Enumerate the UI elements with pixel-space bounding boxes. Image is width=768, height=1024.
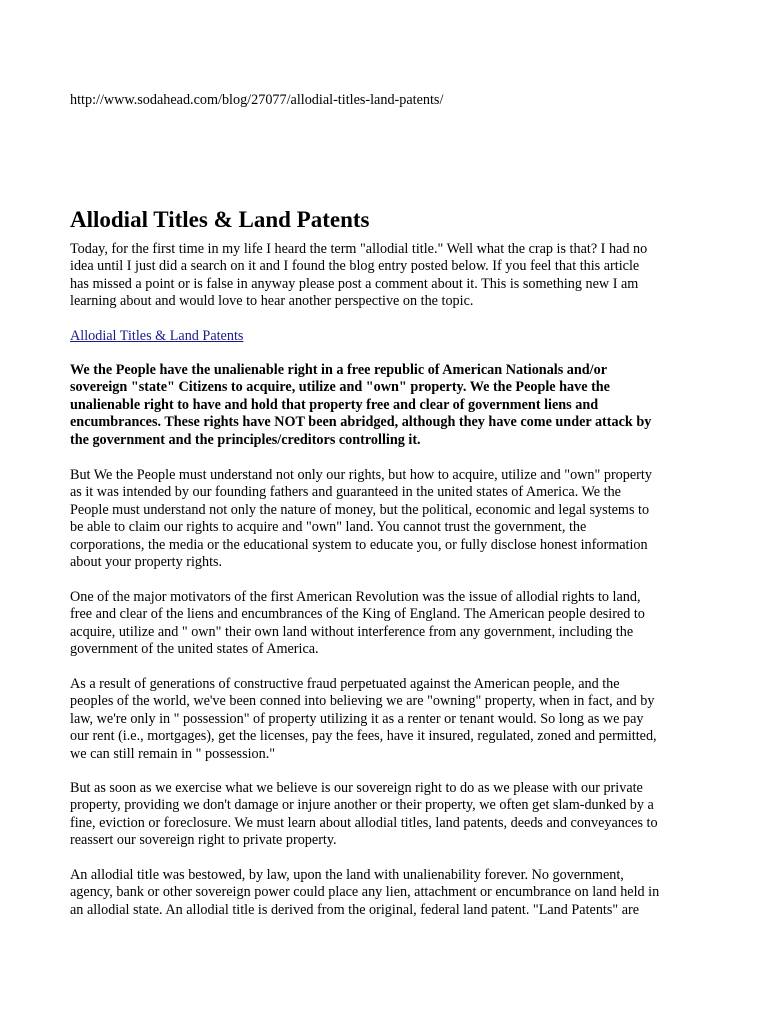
body-paragraph	[70, 467, 652, 571]
paragraph-line: about your property rights.	[70, 554, 223, 571]
paragraph-line: As a result of generations of constructive fraud perpetuated against the American people, and the	[70, 676, 620, 692]
paragraph-line: peoples of the world, we've been conned into believing we are "owning" property, when in fact, and by	[70, 693, 655, 710]
paragraph-line: property, providing we don't damage or injure another or their property, we often get slam-dunked by a	[70, 797, 654, 814]
paragraph-line: We the People have the unalienable right in a free republic of American Nationals and/or	[70, 362, 608, 378]
paragraph-line: unalienable right to have and hold that property free and clear of government liens and	[70, 396, 599, 413]
paragraph-line: encumbrances. These rights have NOT been abridged, although they have come under attack by	[70, 414, 652, 431]
paragraph-line: our rent (i.e., mortgages), get the licenses, pay the fees, have it insured, regulated, zoned and permitted,	[70, 728, 657, 745]
body-paragraph	[70, 867, 659, 919]
article-link[interactable]: Allodial Titles & Land Patents	[70, 328, 244, 344]
paragraph-line: An allodial title was bestowed, by law, upon the land with unalienability forever. No government,	[70, 867, 624, 883]
paragraph-line: agency, bank or other sovereign power could place any lien, attachment or encumbrance on land held in	[70, 884, 660, 901]
paragraph-line: fine, eviction or foreclosure. We must learn about allodial titles, land patents, deeds and conveyances to	[70, 814, 658, 831]
body-paragraph	[70, 676, 657, 763]
paragraph-line: has missed a point or is false in anyway please post a comment about it. This is something new I am	[70, 275, 639, 292]
paragraph-line: as it was intended by our founding fathers and guaranteed in the united states of America. We the	[70, 484, 621, 501]
paragraph-line: sovereign "state" Citizens to acquire, utilize and "own" property. We the People have the	[70, 379, 610, 396]
paragraph-line: acquire, utilize and " own" their own land without interference from any government, including the	[70, 623, 634, 640]
paragraph-line: government of the united states of America.	[70, 641, 319, 658]
paragraph-line: idea until I just did a search on it and I found the blog entry posted below. If you feel that this article	[70, 258, 640, 275]
paragraph-line: But as soon as we exercise what we believe is our sovereign right to do as we please with our private	[70, 780, 643, 796]
paragraph-line: One of the major motivators of the first American Revolution was the issue of allodial rights to land,	[70, 589, 641, 605]
intro-paragraph	[70, 241, 647, 311]
body-paragraph	[70, 780, 658, 850]
bold-paragraph	[70, 362, 651, 449]
paragraph-line: an allodial state. An allodial title is derived from the original, federal land patent. "Land Patents" are	[70, 901, 640, 918]
paragraph-line: reassert our sovereign right to private property.	[70, 832, 337, 849]
paragraph-line: free and clear of the liens and encumbrances of the King of England. The American people desired to	[70, 606, 645, 623]
paragraph-line: But We the People must understand not only our rights, but how to acquire, utilize and "own" property	[70, 467, 652, 483]
paragraph-line: corporations, the media or the educational system to educate you, or fully disclose honest information	[70, 536, 648, 553]
paragraph-line: be able to claim our rights to acquire and "own" land. You cannot trust the government, the	[70, 519, 587, 536]
body-paragraph	[70, 589, 645, 659]
article-title: Allodial Titles & Land Patents	[70, 207, 370, 232]
paragraph-line: Today, for the first time in my life I heard the term "allodial title." Well what the crap is that? I had no	[70, 241, 648, 257]
paragraph-line: learning about and would love to hear another perspective on the topic.	[70, 293, 474, 310]
paragraph-line: the government and the principles/creditors controlling it.	[70, 431, 421, 448]
paragraph-line: People must understand not only the nature of money, but the political, economic and legal systems to	[70, 501, 650, 518]
paragraph-line: law, we're only in " possession" of property utilizing it as a renter or tenant would. So long as we pay	[70, 710, 644, 727]
paragraph-line: we can still remain in " possession."	[70, 745, 276, 762]
source-url: http://www.sodahead.com/blog/27077/allodial-titles-land-patents/	[70, 92, 444, 108]
